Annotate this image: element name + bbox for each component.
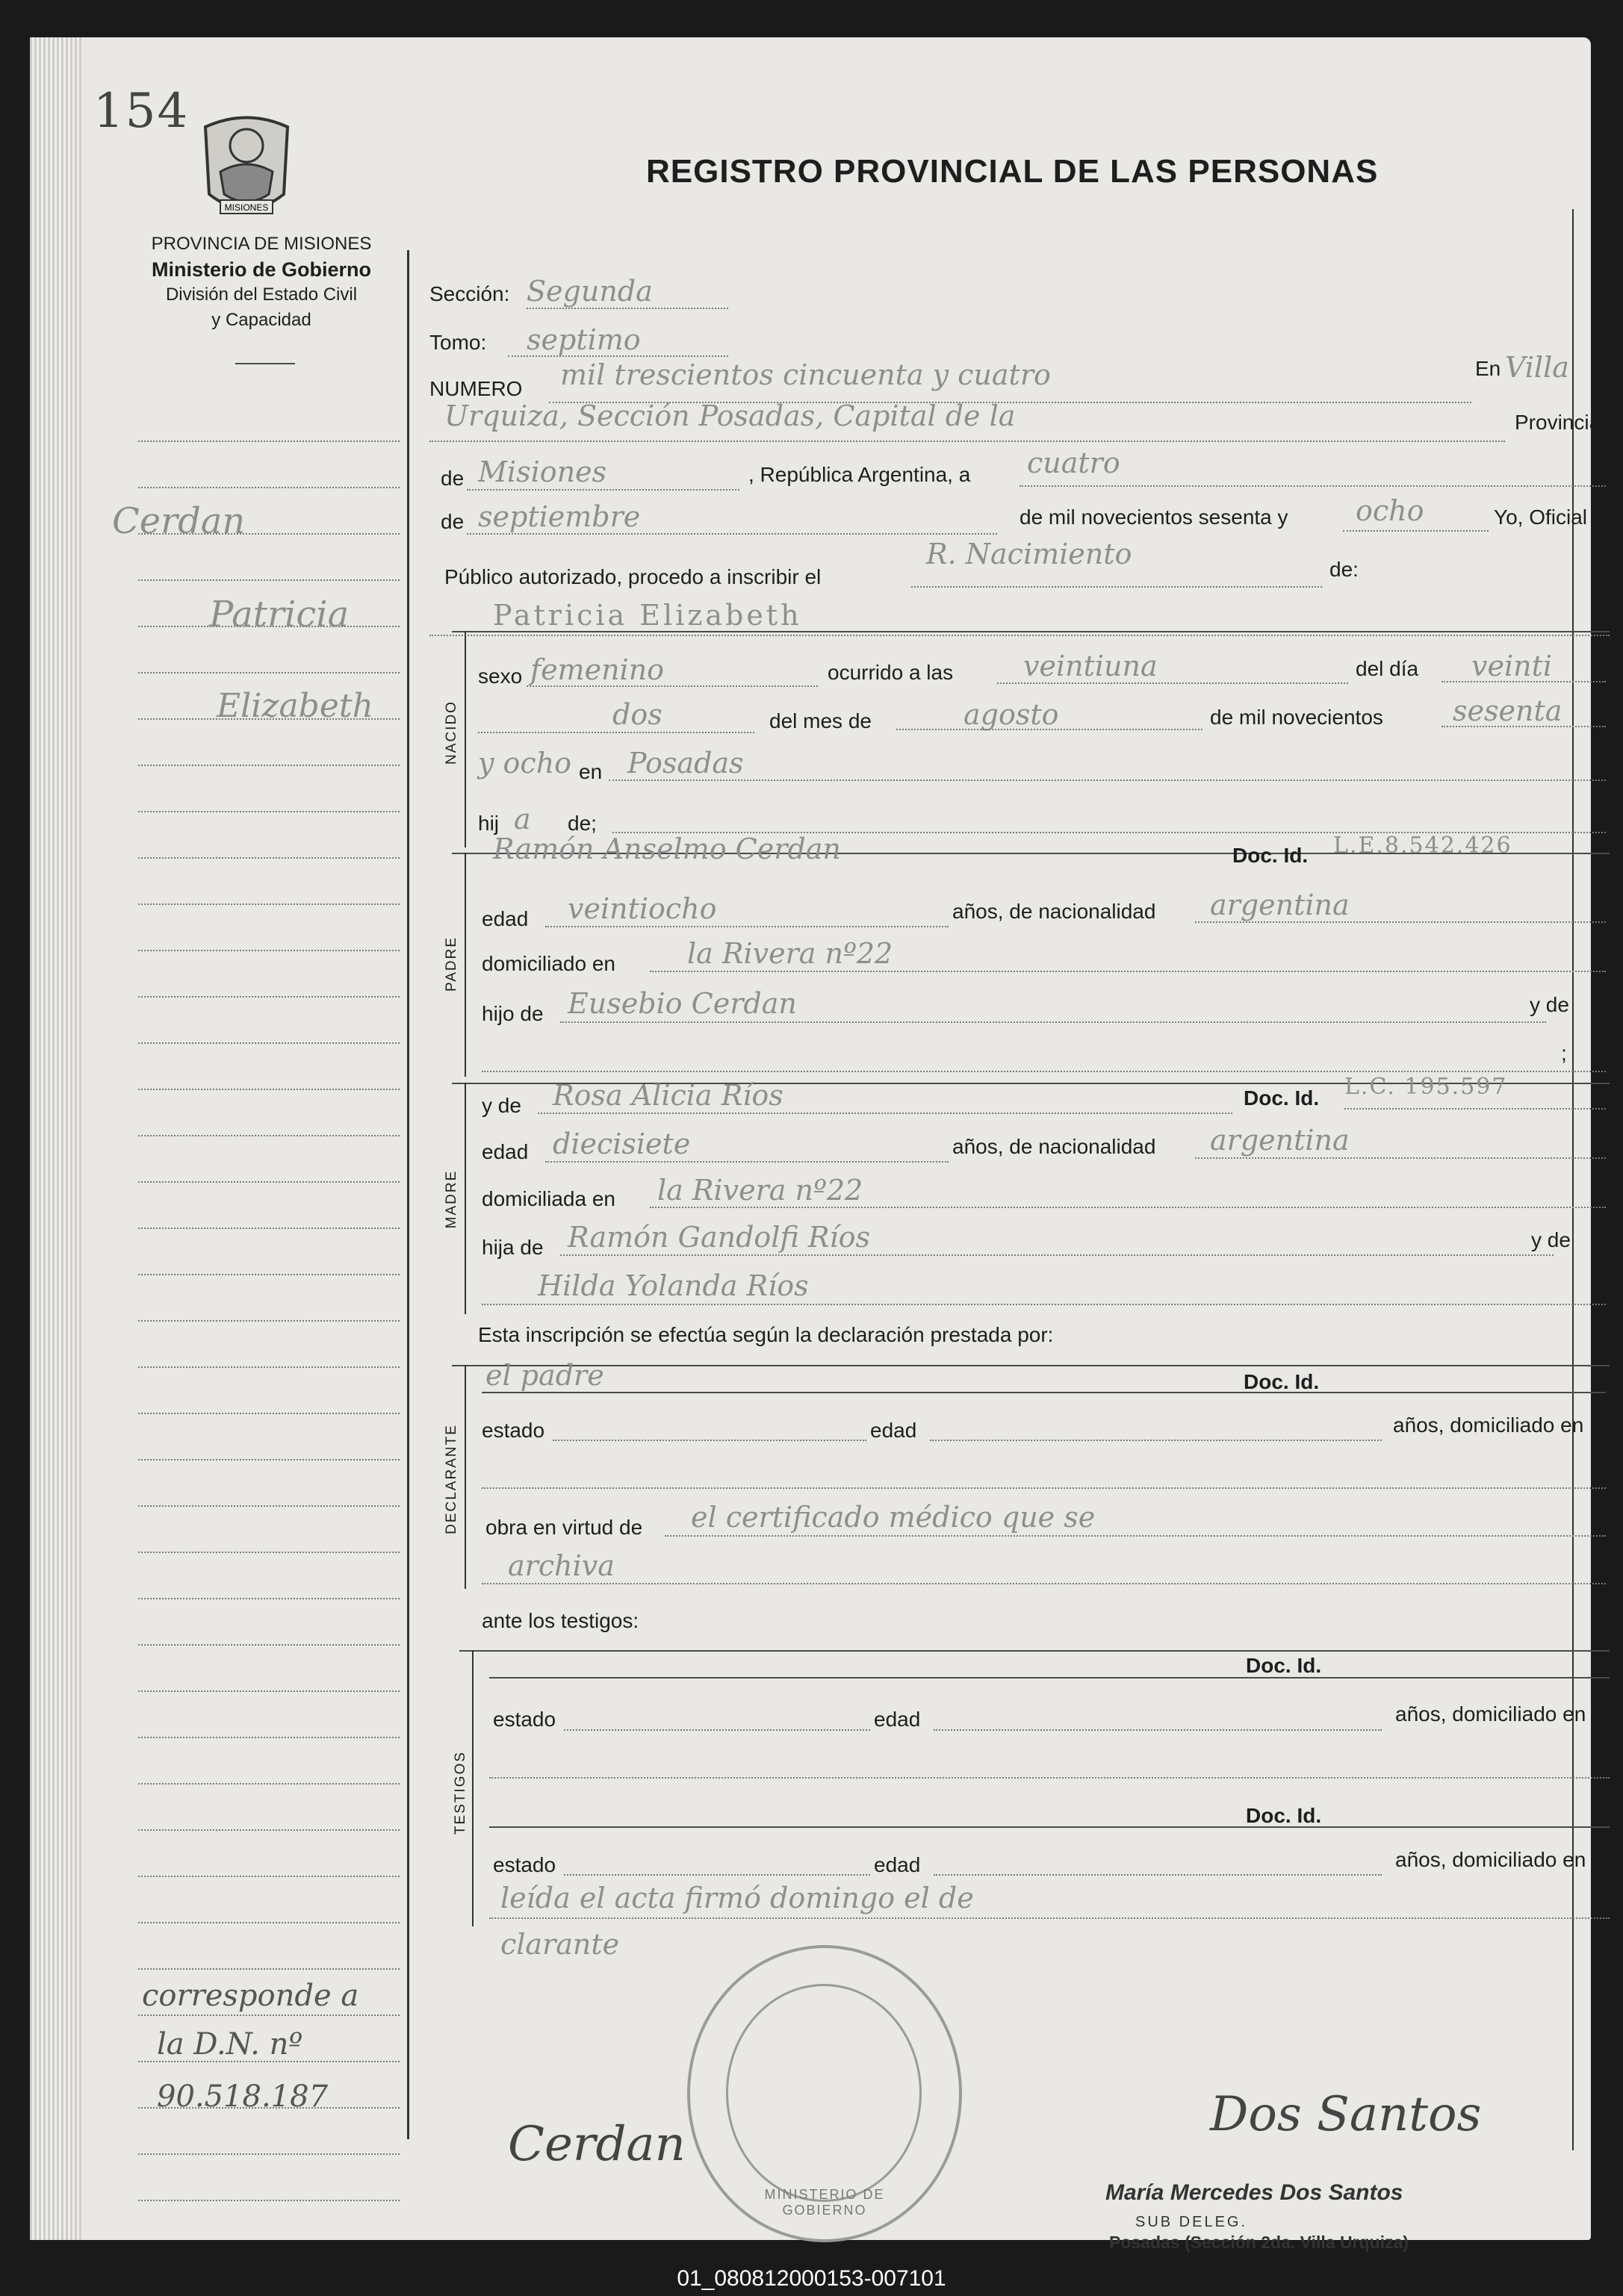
margin-dotted-line xyxy=(138,2153,400,2155)
section-testigos: TESTIGOS xyxy=(453,1750,468,1835)
label-ante-testigos: ante los testigos: xyxy=(482,1609,639,1632)
section-padre: PADRE xyxy=(444,936,459,992)
value-anio-nac-2: y ocho xyxy=(478,747,572,780)
value-madre-edad: diecisiete xyxy=(553,1127,691,1160)
value-madre-nac: argentina xyxy=(1210,1124,1350,1157)
label-hija-de: hija de xyxy=(482,1236,544,1259)
margin-dotted-line xyxy=(138,903,400,905)
margin-dotted-line xyxy=(138,950,400,951)
margin-dotted-line xyxy=(138,1876,400,1877)
margin-dotted-line xyxy=(138,1181,400,1183)
value-madre-dom: la Rivera nº22 xyxy=(657,1174,863,1207)
label-en: En xyxy=(1475,357,1501,380)
label-estado-declarante: estado xyxy=(482,1419,545,1442)
value-padre-nombre: Ramón Anselmo Cerdan xyxy=(493,833,841,865)
value-madre-nombre: Rosa Alicia Ríos xyxy=(553,1079,783,1112)
value-dia-nac-2: dos xyxy=(612,698,662,731)
header-ministry: Ministerio de Gobierno xyxy=(151,258,372,281)
label-de-semi: de; xyxy=(568,812,597,835)
label-esta-inscripcion: Esta inscripción se efectúa según la declaración prestada por: xyxy=(478,1323,1054,1346)
margin-dotted-line xyxy=(138,1274,400,1275)
margin-note-1: corresponde a xyxy=(142,1979,359,2013)
official-place: Posadas (Sección 2da. Villa Urquiza) xyxy=(1109,2233,1409,2252)
value-provincia: Misiones xyxy=(478,455,607,488)
label-semicolon: ; xyxy=(1561,1042,1567,1065)
official-stamp xyxy=(687,1945,962,2242)
value-madre-doc: L.C. 195.597 xyxy=(1344,1074,1508,1100)
label-y-de-padre: y de xyxy=(1530,993,1569,1016)
value-cierre-2: clarante xyxy=(500,1928,620,1961)
margin-dotted-line xyxy=(138,765,400,766)
label-publico: Público autorizado, procedo a inscribir el xyxy=(444,565,822,588)
value-anio-nac: sesenta xyxy=(1453,694,1563,727)
label-ocurrido: ocurrido a las xyxy=(828,661,954,684)
margin-dotted-line xyxy=(138,1089,400,1090)
value-padre-dom: la Rivera nº22 xyxy=(687,937,893,970)
label-del-mes: del mes de xyxy=(769,709,872,732)
margin-dotted-line xyxy=(138,1829,400,1831)
margin-dotted-line xyxy=(138,1366,400,1368)
label-anos-dom-testigo-2: años, domiciliado en xyxy=(1395,1848,1586,1871)
label-seccion: Sección: xyxy=(429,282,510,305)
label-dom-madre: domiciliada en xyxy=(482,1187,615,1210)
book-edge xyxy=(30,37,82,2240)
label-edad-testigo-1: edad xyxy=(874,1708,921,1731)
value-declarante: el padre xyxy=(485,1359,604,1392)
official-name: María Mercedes Dos Santos xyxy=(1105,2180,1403,2205)
value-mes-nac: agosto xyxy=(963,698,1059,731)
margin-given-name-2: Elizabeth xyxy=(217,687,373,725)
margin-dotted-line xyxy=(138,1505,400,1507)
section-madre: MADRE xyxy=(444,1169,459,1229)
margin-dotted-line xyxy=(138,1644,400,1646)
label-doc-madre: Doc. Id. xyxy=(1244,1086,1320,1110)
margin-dotted-line xyxy=(138,579,400,581)
value-lugar-nac: Posadas xyxy=(627,747,744,780)
page-title: REGISTRO PROVINCIAL DE LAS PERSONAS xyxy=(646,153,1379,190)
label-de: de xyxy=(441,467,465,490)
value-numero: mil trescientos cincuenta y cuatro xyxy=(560,358,1051,391)
margin-dotted-line xyxy=(138,487,400,488)
margin-dotted-line xyxy=(138,1459,400,1460)
label-doc-testigo-2: Doc. Id. xyxy=(1246,1804,1322,1827)
label-estado-testigo-2: estado xyxy=(493,1853,556,1876)
value-mes: septiembre xyxy=(478,500,641,533)
label-hij: hij xyxy=(478,812,500,835)
official-role: SUB DELEG. xyxy=(1135,2214,1248,2230)
margin-note-2: la D.N. nº xyxy=(157,2027,303,2062)
label-en-2: en xyxy=(579,760,603,783)
margin-dotted-line xyxy=(138,2015,400,2016)
label-estado-testigo-1: estado xyxy=(493,1708,556,1731)
label-tomo: Tomo: xyxy=(429,331,487,354)
margin-dotted-line xyxy=(138,811,400,812)
margin-dotted-line xyxy=(138,1320,400,1322)
label-anos-dom-declarante: años, domiciliado en xyxy=(1393,1413,1584,1437)
value-padre-doc: L.E.8.542.426 xyxy=(1333,833,1512,859)
label-de-mil-nov: de mil novecientos xyxy=(1210,706,1383,729)
image-id-footer: 01_080812000153-007101 xyxy=(677,2266,946,2291)
signature-declarante: Cerdan xyxy=(508,2117,686,2172)
label-anos-nac-padre: años, de nacionalidad xyxy=(952,900,1156,923)
label-doc-padre: Doc. Id. xyxy=(1232,844,1309,867)
margin-dotted-line xyxy=(138,1598,400,1599)
value-padre-padre: Eusebio Cerdan xyxy=(568,987,797,1020)
signature-oficial: Dos Santos xyxy=(1210,2087,1482,2142)
label-provincia: Provincia xyxy=(1515,411,1601,434)
value-anio: ocho xyxy=(1356,494,1424,527)
margin-dotted-line xyxy=(138,1922,400,1923)
label-y-de-madre-2: y de xyxy=(1531,1228,1571,1251)
label-numero: NUMERO xyxy=(429,377,523,400)
margin-dotted-line xyxy=(138,1228,400,1229)
margin-dotted-line xyxy=(138,2200,400,2201)
label-doc-declarante: Doc. Id. xyxy=(1244,1370,1320,1393)
label-doc-testigo-1: Doc. Id. xyxy=(1246,1654,1322,1677)
value-en: Villa xyxy=(1505,351,1569,384)
agency-header xyxy=(105,231,418,333)
margin-dotted-line xyxy=(138,1690,400,1692)
label-de-2: de xyxy=(441,510,465,533)
value-obra-2: archiva xyxy=(508,1549,615,1582)
label-edad-padre: edad xyxy=(482,907,529,930)
value-obra: el certificado médico que se xyxy=(691,1501,1096,1534)
margin-dotted-line xyxy=(138,1042,400,1044)
margin-dotted-line xyxy=(138,857,400,859)
margin-dotted-line xyxy=(138,1552,400,1553)
margin-note-3: 90.518.187 xyxy=(157,2079,329,2114)
label-republica: , República Argentina, a xyxy=(748,463,971,486)
label-y-de-madre: y de xyxy=(482,1094,521,1117)
margin-dotted-line xyxy=(138,996,400,998)
value-hij-suffix: a xyxy=(514,803,531,836)
value-madre-madre: Hilda Yolanda Ríos xyxy=(538,1269,809,1302)
label-edad-madre: edad xyxy=(482,1140,529,1163)
stamp-lettering: MINISTERIO DE GOBIERNO xyxy=(764,2187,885,2218)
label-edad-testigo-2: edad xyxy=(874,1853,921,1876)
margin-given-name-1: Patricia xyxy=(209,594,350,635)
margin-dotted-line xyxy=(138,672,400,673)
value-acto: R. Nacimiento xyxy=(926,538,1132,570)
label-yo-oficial: Yo, Oficial xyxy=(1494,505,1588,529)
label-hijo-de: hijo de xyxy=(482,1002,544,1025)
label-edad-declarante: edad xyxy=(870,1419,917,1442)
margin-dotted-line xyxy=(138,1413,400,1414)
value-nombre: Patricia Elizabeth xyxy=(493,599,802,632)
header-province: PROVINCIA DE MISIONES xyxy=(151,234,372,254)
value-cierre: leída el acta firmó domingo el de xyxy=(500,1882,974,1914)
value-dia-nac: veinti xyxy=(1471,650,1553,682)
label-anos-dom-testigo-1: años, domiciliado en xyxy=(1395,1702,1586,1726)
label-del-dia: del día xyxy=(1356,657,1419,680)
value-dia: cuatro xyxy=(1027,447,1120,479)
label-de-colon: de: xyxy=(1329,558,1359,581)
page-number: 154 xyxy=(93,84,190,139)
coat-of-arms-seal xyxy=(198,112,295,224)
label-obra: obra en virtud de xyxy=(485,1516,643,1539)
margin-rule xyxy=(407,250,409,2139)
header-division: División del Estado Civil xyxy=(165,284,358,305)
margin-dotted-line xyxy=(138,1737,400,1738)
value-hora: veintiuna xyxy=(1023,650,1158,682)
seal-lettering: MISIONES xyxy=(224,202,269,213)
value-padre-edad: veintiocho xyxy=(568,892,717,925)
value-madre-padre: Ramón Gandolfi Ríos xyxy=(568,1221,871,1254)
label-sexo: sexo xyxy=(478,665,523,688)
header-capacity: y Capacidad xyxy=(211,310,311,330)
section-declarante: DECLARANTE xyxy=(444,1424,459,1534)
margin-dotted-line xyxy=(138,441,400,442)
value-seccion: Segunda xyxy=(527,275,653,308)
label-dom-padre: domiciliado en xyxy=(482,952,615,975)
label-anos-nac-madre: años, de nacionalidad xyxy=(952,1135,1156,1158)
margin-dotted-line xyxy=(138,1135,400,1136)
value-sexo: femenino xyxy=(530,653,665,686)
label-de-mil: de mil novecientos sesenta y xyxy=(1020,505,1288,529)
section-nacido: NACIDO xyxy=(444,700,459,765)
margin-dotted-line xyxy=(138,1968,400,1970)
register-page xyxy=(30,37,1601,2252)
value-tomo: septimo xyxy=(527,323,641,356)
value-lugar: Urquiza, Sección Posadas, Capital de la xyxy=(444,399,1016,432)
margin-surname: Cerdan xyxy=(112,500,246,542)
margin-dotted-line xyxy=(138,1783,400,1785)
value-padre-nac: argentina xyxy=(1210,889,1350,921)
